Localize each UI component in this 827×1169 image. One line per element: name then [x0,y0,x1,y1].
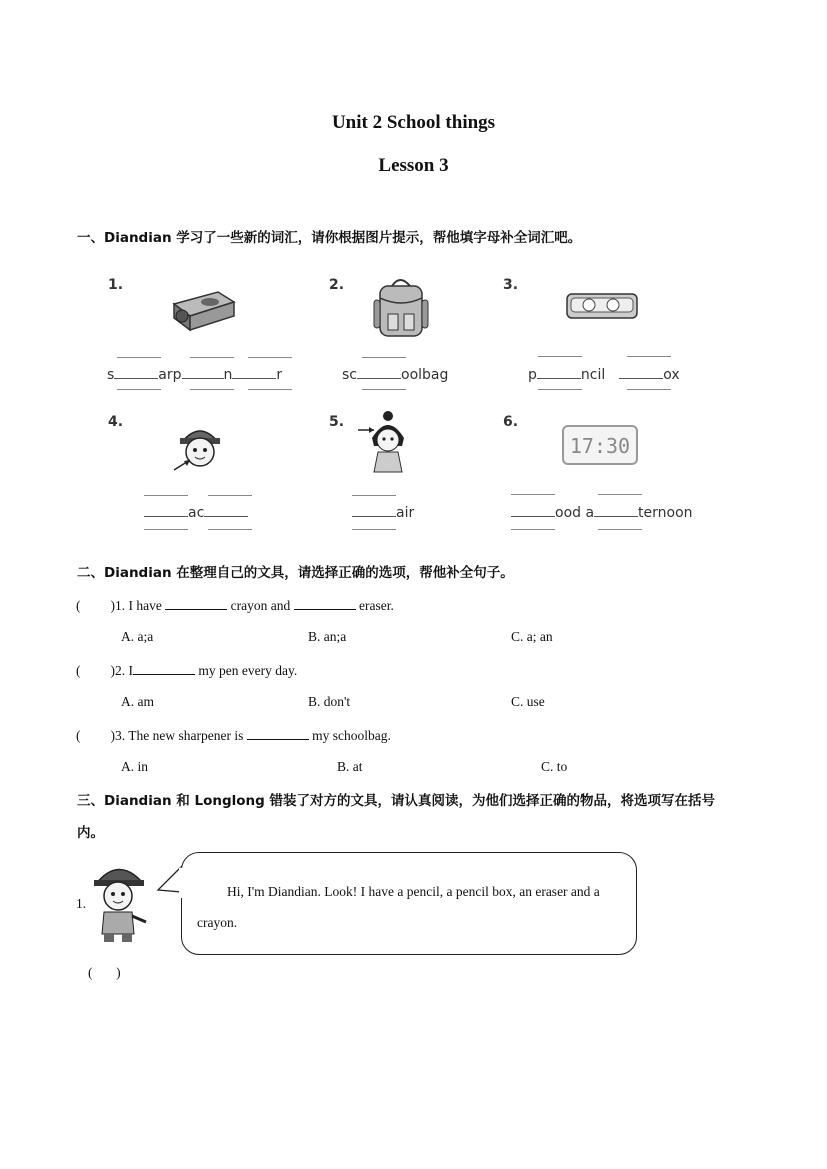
answer-blank[interactable] [182,378,224,379]
option-b[interactable]: B. don't [308,694,351,709]
section2-heading: 二、Diandian 在整理自己的文具，请选择正确的选项，帮他补全句子。 [77,565,514,581]
word-hair: air [352,505,414,521]
item-number: 5. [329,414,345,430]
fill-blank[interactable] [247,727,309,740]
clock-icon [561,424,639,466]
option-a[interactable]: A. a;a [121,629,154,644]
answer-blank[interactable] [511,516,555,517]
clock-time: 17:30 [569,434,631,458]
lesson-title: Lesson 3 [378,155,449,176]
answer-blank[interactable] [204,516,248,517]
section3-heading-cont: 内。 [77,825,104,841]
sharpener-icon [168,288,238,332]
option-c[interactable]: C. a; an [511,629,553,644]
word-pencil-box: p ncil ox [528,367,680,383]
item-number: 1. [108,277,124,293]
answer-parens[interactable]: ( ) [88,965,121,980]
answer-blank[interactable] [352,516,396,517]
answer-blank[interactable] [232,378,276,379]
diandian-icon [88,858,150,944]
item-number: 3. [503,277,519,293]
item-number: 6. [503,414,519,430]
word-schoolbag: sc oolbag [342,367,449,383]
answer-blank[interactable] [619,378,663,379]
pencil-box-icon [565,290,640,324]
answer-blank[interactable] [537,378,581,379]
item-number: 1. [76,896,87,911]
question-2: ( )2. I my pen every day. [76,663,298,678]
schoolbag-icon [370,274,432,340]
answer-blank[interactable] [357,378,401,379]
fill-blank[interactable] [133,662,195,675]
section3-heading: 三、Diandian 和 Longlong 错装了对方的文具，请认真阅读，为他们选择正确的物品，将选项写在括号 [77,793,715,809]
word-sharpener: s arp n r [107,367,283,383]
speech-text: Hi, I'm Diandian. Look! I have a pencil, a pencil box, an eraser and a crayon. [197,884,600,930]
option-b[interactable]: B. at [337,759,363,774]
answer-blank[interactable] [114,378,158,379]
fill-blank[interactable] [165,597,227,610]
fill-blank[interactable] [294,597,356,610]
option-a[interactable]: A. in [121,759,148,774]
unit-title: Unit 2 School things [331,112,496,133]
option-b[interactable]: B. an;a [308,629,347,644]
answer-blank[interactable] [594,516,638,517]
boy-face-icon [172,420,228,474]
item-number: 4. [108,414,124,430]
option-c[interactable]: C. to [541,759,568,774]
option-a[interactable]: A. am [121,694,154,709]
bubble-tail-mask [179,868,185,898]
option-c[interactable]: C. use [511,694,545,709]
word-good-afternoon: ood a ternoon [511,505,693,521]
answer-blank[interactable] [144,516,188,517]
question-3: ( )3. The new sharpener is my schoolbag. [76,728,391,743]
girl-icon [356,410,416,478]
word-face: ac [144,505,248,521]
question-1: ( )1. I have crayon and eraser. [76,598,394,613]
section1-heading: 一、Diandian 学习了一些新的词汇，请你根据图片提示，帮他填字母补全词汇吧。 [77,230,582,246]
item-number: 2. [329,277,345,293]
